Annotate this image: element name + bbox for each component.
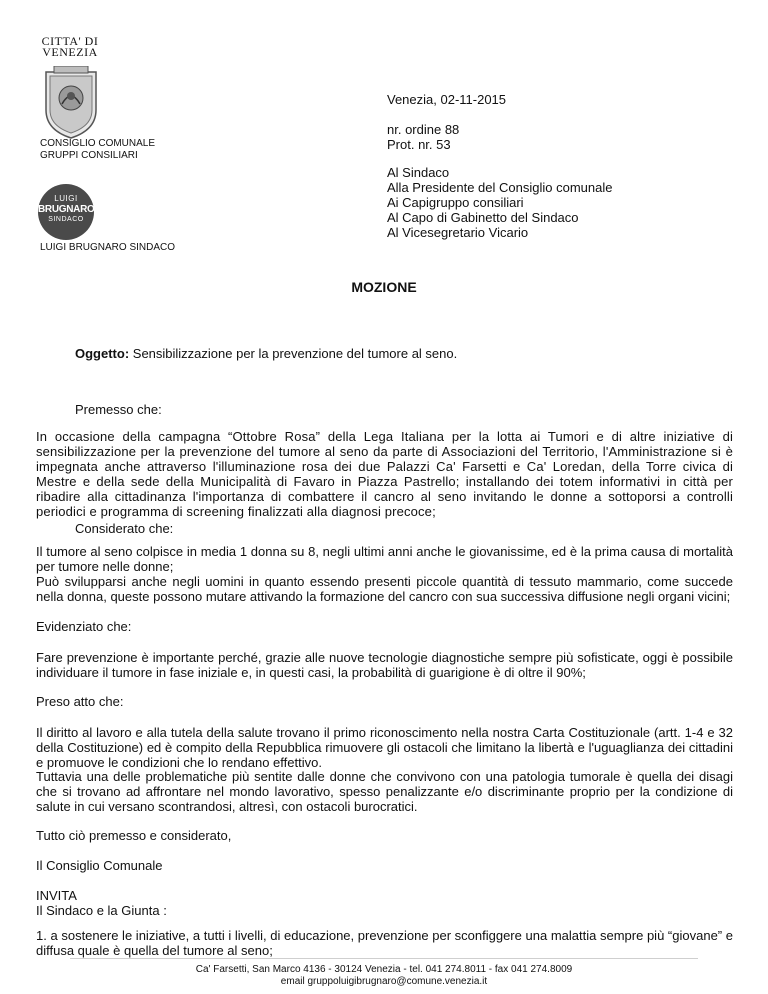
footer-email: email gruppoluigibrugnaro@comune.venezia.it xyxy=(280,976,488,987)
consiglio-text: Il Consiglio Comunale xyxy=(36,858,163,873)
city-logo-text xyxy=(40,36,100,58)
premesso-heading: Premesso che: xyxy=(75,402,162,417)
badge-line1: LUIGI xyxy=(54,194,78,203)
badge-line2: BRUGNARO xyxy=(38,204,95,215)
logo-text-line1: CITTA' DI xyxy=(41,34,99,48)
subject-line xyxy=(75,346,457,361)
invita-target: Il Sindaco e la Giunta : xyxy=(36,903,167,918)
recipient: Al Sindaco xyxy=(387,165,450,180)
group-name: LUIGI BRUGNARO SINDACO xyxy=(40,242,176,253)
org-block xyxy=(40,138,155,162)
footer-divider xyxy=(70,958,698,959)
order-number: nr. ordine 88 xyxy=(387,122,460,137)
recipient: Alla Presidente del Consiglio comunale xyxy=(387,180,613,195)
recipient: Ai Capigruppo consiliari xyxy=(387,195,524,210)
protocol-block xyxy=(387,122,459,152)
preso-heading: Preso atto che: xyxy=(36,694,124,709)
badge-line3: SINDACO xyxy=(48,216,84,223)
subject-label: Oggetto: xyxy=(75,346,130,361)
recipients-list xyxy=(387,165,612,240)
point-1: 1. a sostenere le iniziative, a tutti i livelli, di educazione, prevenzione per sconfiggere una malattia sempre più “giovane” e diffusa quale è quella del tumore al seno; xyxy=(36,928,733,958)
org-line1: CONSIGLIO COMUNALE xyxy=(40,138,156,149)
document-title: MOZIONE xyxy=(351,279,417,295)
subject-text: Sensibilizzazione per la prevenzione del tumore al seno. xyxy=(129,346,458,361)
considerato-heading: Considerato che: xyxy=(75,521,174,536)
evidenziato-heading: Evidenziato che: xyxy=(36,619,132,634)
evidenziato-paragraph: Fare prevenzione è importante perché, grazie alle nuove tecnologie diagnostiche sempre più sofisticate, oggi è possibile individuare il tumore in fase iniziale e, in questi casi, la probabilità di guarigione è di oltre il 90%; xyxy=(36,650,733,680)
premesso-considerato-text: Tutto ciò premesso e considerato, xyxy=(36,828,232,843)
document-date: Venezia, 02-11-2015 xyxy=(387,92,507,107)
preso-paragraph1: Il diritto al lavoro e alla tutela della salute trovano il primo riconoscimento nella nostra Carta Costituzionale (artt. 1-4 e 32 della Costituzione) ed è compito della Repubblica rimuovere gli ostacoli che limitano la libertà e l'uguaglianza dei cittadini e promuove le condizioni che lo rendano effettivo. xyxy=(36,725,733,770)
logo-text-line2: VENEZIA xyxy=(42,45,98,59)
brugnaro-badge xyxy=(38,184,94,240)
protocol-number: Prot. nr. 53 xyxy=(387,137,451,152)
recipient: Al Vicesegretario Vicario xyxy=(387,225,529,240)
invita-text: INVITA xyxy=(36,888,77,903)
recipient: Al Capo di Gabinetto del Sindaco xyxy=(387,210,579,225)
org-line2: GRUPPI CONSILIARI xyxy=(40,150,138,161)
premesso-paragraph: In occasione della campagna “Ottobre Rosa” della Lega Italiana per la lotta ai Tumori e di altre iniziative di sensibilizzazione per la prevenzione del tumore al seno da parte di Associazioni del Territorio, l'Amministrazione si è impegnata anche attraverso l'illuminazione rosa dei due Palazzi Ca' Farsetti e Ca' Loredan, della Torre civica di Mestre e della sede della Municipalità di Favaro in Piazza Pastrello; installando dei totem informativi in città per ribadire alla cittadinanza l'importanza di combattere il cancro al seno invitando le donne a sottoporsi a controlli periodici e programma di screening finalizzati alla diagnosi precoce; xyxy=(36,429,733,519)
considerato-paragraph2: Può svilupparsi anche negli uomini in quanto essendo presenti piccole quantità di tessuto mammario, come succede nella donna, queste possono mutare attivando la formazione del cancro con sua successiva diffusione negli organi vicini; xyxy=(36,574,733,604)
preso-paragraph2: Tuttavia una delle problematiche più sentite dalle donne che convivono con una patologia tumorale è quella dei disagi che si trovano ad affrontare nel mondo lavorativo, spesso penalizzante e/o discriminante proprio per la condizione di salute in cui versano scontrandosi, altresì, con ostacoli burocratici. xyxy=(36,769,733,814)
considerato-paragraph1: Il tumore al seno colpisce in media 1 donna su 8, negli ultimi anni anche le giovanissime, ed è la prima causa di mortalità per tumore nelle donne; xyxy=(36,544,733,574)
footer-address: Ca' Farsetti, San Marco 4136 - 30124 Venezia - tel. 041 274.8011 - fax 041 274.8009 xyxy=(195,964,573,975)
venice-crest-icon xyxy=(40,66,102,140)
